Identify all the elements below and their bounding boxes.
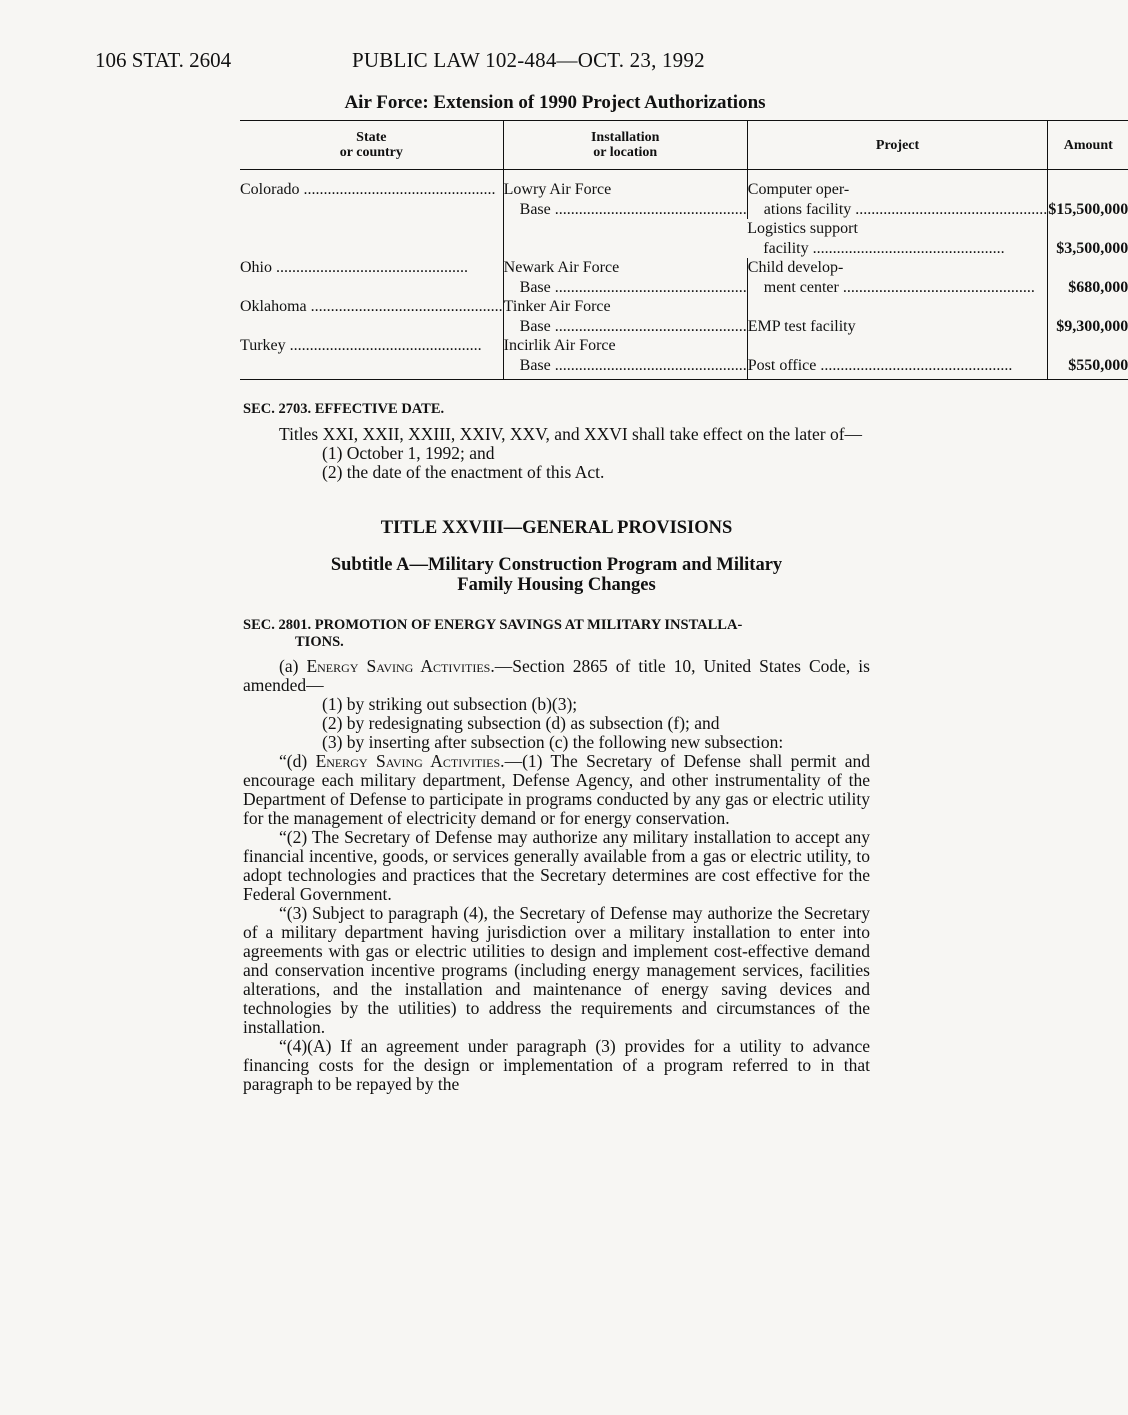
cell-project: EMP test facility — [747, 297, 1048, 336]
paragraph: (a) Energy Saving Activities.—Section 2865 of title 10, United States Code, is amended— — [243, 656, 870, 695]
cell-amount: $15,500,000 — [1048, 170, 1128, 220]
paragraph: Titles XXI, XXII, XXIII, XXIV, XXV, and XXVI shall take effect on the later of— — [279, 424, 863, 444]
cell-installation: Incirlik Air Force Base ..... — [503, 336, 747, 380]
title-heading-block — [243, 518, 870, 595]
col-project: Project — [747, 121, 1048, 170]
list-item: (2) the date of the enactment of this Act. — [322, 462, 605, 482]
cell-installation: Newark Air Force Base ..... — [503, 258, 747, 297]
cell-project: Child develop- ment center ..... — [747, 258, 1048, 297]
cell-amount: $550,000 — [1048, 336, 1128, 380]
sec-2801 — [243, 617, 870, 1094]
cell-state: Ohio ..... — [240, 258, 503, 297]
cell-state: Turkey ..... — [240, 336, 503, 380]
cell-project: Computer oper- ations facility ..... — [747, 170, 1048, 220]
table-row — [240, 258, 1128, 297]
section-heading: SEC. 2703. EFFECTIVE DATE. — [243, 401, 445, 417]
col-state: State or country — [240, 121, 503, 170]
title-heading: TITLE XXVIII—GENERAL PROVISIONS — [380, 518, 733, 538]
cell-installation: Lowry Air Force Base ..... — [503, 170, 747, 259]
cell-installation: Tinker Air Force Base ..... — [503, 297, 747, 336]
col-installation: Installation or location — [503, 121, 747, 170]
list-item: (2) by redesignating subsection (d) as subsection (f); and — [322, 713, 720, 733]
cell-amount: $680,000 — [1048, 258, 1128, 297]
paragraph: “(4)(A) If an agreement under paragraph (3) provides for a utility to advance financing costs for the design or implementation of a program referred to in that paragraph to be repayed by the — [243, 1036, 870, 1094]
running-header: PUBLIC LAW 102-484—OCT. 23, 1992 — [352, 48, 705, 72]
sec-2703 — [243, 401, 870, 482]
cell-state: Colorado ..... — [240, 170, 503, 259]
paragraph: “(d) Energy Saving Activities.—(1) The Secretary of Defense shall permit and encourage each military department, Defense Agency, and other instrumentality of the Department of Defense to participate in programs conducted by any gas or electric utility for the management of electricity demand or for energy conservation. — [243, 751, 870, 828]
cell-state: Oklahoma ..... — [240, 297, 503, 336]
section-heading-cont: TIONS. — [295, 634, 344, 650]
paragraph: “(2) The Secretary of Defense may authorize any military installation to accept any financial incentive, goods, or services generally available from a gas or electric utility, to adopt technologies and practices that the Secretary determines are cost effective for the Federal Government. — [243, 827, 870, 904]
project-authorizations-table — [240, 120, 1128, 380]
list-item: (1) October 1, 1992; and — [322, 443, 495, 463]
list-item: (1) by striking out subsection (b)(3); — [322, 694, 578, 714]
paragraph: “(3) Subject to paragraph (4), the Secretary of Defense may authorize the Secretary of a military department having jurisdiction over a military installation to enter into agreements with gas or electric utilities to design and implement cost-effective demand and conservation incentive programs (including energy management services, facilities alterations, and the installation and maintenance of energy saving devices and technologies by the utilities) to address the requirements and circumstances of the installation. — [243, 903, 870, 1037]
cell-amount: $9,300,000 — [1048, 297, 1128, 336]
stat-page-number: 106 STAT. 2604 — [95, 48, 232, 72]
table-row — [240, 170, 1128, 220]
table-title: Air Force: Extension of 1990 Project Authorizations — [344, 92, 766, 113]
col-amount: Amount — [1048, 121, 1128, 170]
cell-amount: $3,500,000 — [1048, 219, 1128, 258]
table-header-row — [240, 121, 1128, 170]
subtitle-heading: Subtitle A—Military Construction Program and Military Family Housing Changes — [330, 555, 783, 595]
section-heading: SEC. 2801. PROMOTION OF ENERGY SAVINGS AT MILITARY INSTALLA- — [243, 617, 743, 633]
cell-project: Post office ..... — [747, 336, 1048, 380]
table-row — [240, 336, 1128, 380]
table-row — [240, 297, 1128, 336]
cell-project: Logistics support facility ..... — [747, 219, 1048, 258]
list-item: (3) by inserting after subsection (c) the following new subsection: — [322, 732, 784, 752]
